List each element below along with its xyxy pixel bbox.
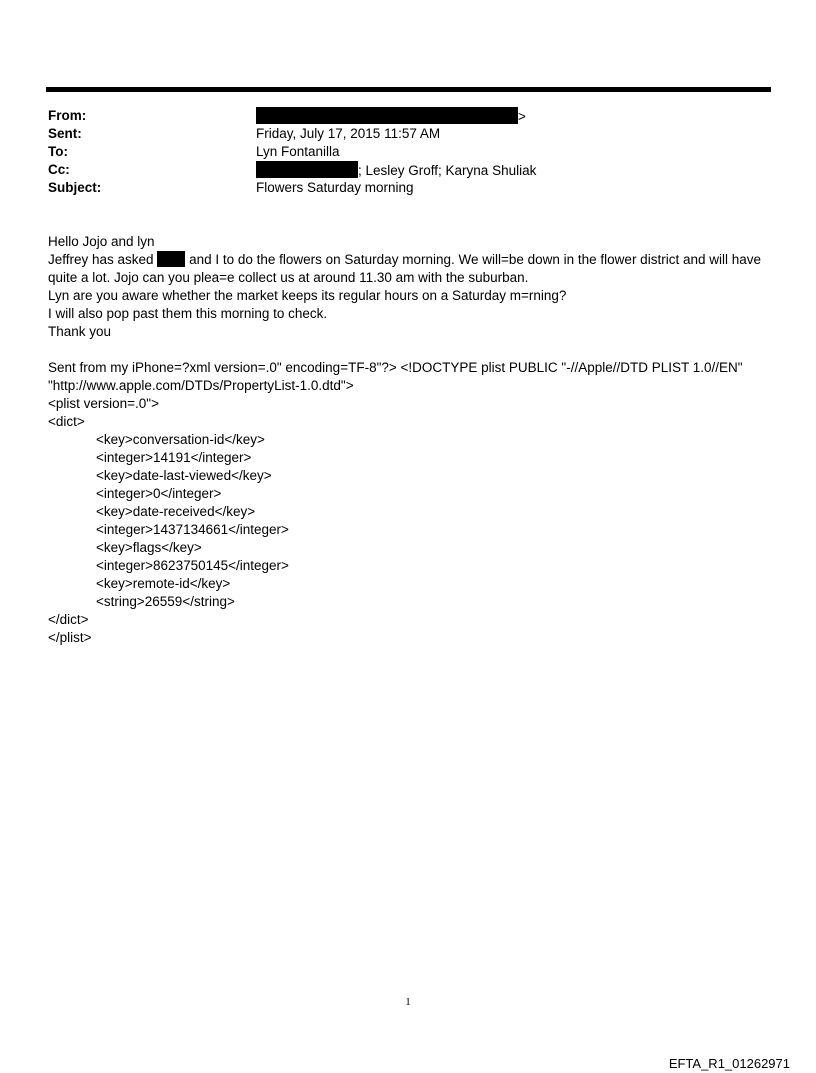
plist-line: <integer>14191</integer>	[96, 450, 252, 465]
to-label: To:	[48, 144, 68, 159]
plist-line: <key>date-last-viewed</key>	[96, 468, 272, 483]
sent-label: Sent:	[48, 126, 82, 141]
sent-value: Friday, July 17, 2015 11:57 AM	[256, 126, 441, 141]
page-number: 1	[405, 996, 411, 1008]
plist-line: <integer>0</integer>	[96, 486, 222, 501]
plist-line: <integer>1437134661</integer>	[96, 522, 289, 537]
cc-label: Cc:	[48, 162, 70, 177]
cc-value	[256, 161, 536, 180]
cc-recipients: ; Lesley Groff; Karyna Shuliak	[358, 163, 537, 178]
subject-value: Flowers Saturday morning	[256, 180, 414, 195]
body-line: Thank you	[48, 324, 112, 339]
from-label: From:	[48, 108, 87, 123]
spacer	[48, 341, 788, 359]
from-suffix: >	[518, 109, 526, 124]
redaction-block	[256, 161, 358, 178]
redaction-block	[157, 251, 185, 267]
dict-open: <dict>	[48, 414, 85, 429]
plist-line: <key>flags</key>	[96, 540, 202, 555]
dtd-url-line: "http://www.apple.com/DTDs/PropertyList-1.0.dtd">	[48, 378, 354, 393]
plist-line: <string>26559</string>	[96, 594, 235, 609]
plist-line: <key>remote-id</key>	[96, 576, 231, 591]
plist-open: <plist version=.0">	[48, 396, 159, 411]
plist-close: </plist>	[48, 630, 92, 645]
plist-line: <key>date-received</key>	[96, 504, 256, 519]
greeting: Hello Jojo and lyn	[48, 234, 155, 249]
body-line: quite a lot. Jojo can you plea=e collect us at around 11.30 am with the suburban.	[48, 270, 529, 285]
redaction-block	[256, 107, 518, 124]
to-value: Lyn Fontanilla	[256, 144, 340, 159]
dict-close: </dict>	[48, 612, 89, 627]
header-rule	[46, 87, 771, 92]
body-text: and I to do the flowers on Saturday morning. We will=be down in the flower district and will have	[185, 252, 761, 267]
plist-line: <integer>8623750145</integer>	[96, 558, 289, 573]
body-line: I will also pop past them this morning to check.	[48, 306, 328, 321]
subject-label: Subject:	[48, 180, 102, 195]
sent-from-line: Sent from my iPhone=?xml version=.0" encoding=TF-8"?> <!DOCTYPE plist PUBLIC "-//Apple//DTD PLIST 1.0//EN"	[48, 360, 743, 375]
body-line	[48, 251, 788, 269]
from-value	[256, 107, 526, 126]
email-body	[48, 233, 788, 647]
plist-line: <key>conversation-id</key>	[96, 432, 265, 447]
body-text: Jeffrey has asked	[48, 252, 158, 267]
body-line: Lyn are you aware whether the market keeps its regular hours on a Saturday m=rning?	[48, 288, 567, 303]
document-id: EFTA_R1_01262971	[668, 1056, 790, 1071]
